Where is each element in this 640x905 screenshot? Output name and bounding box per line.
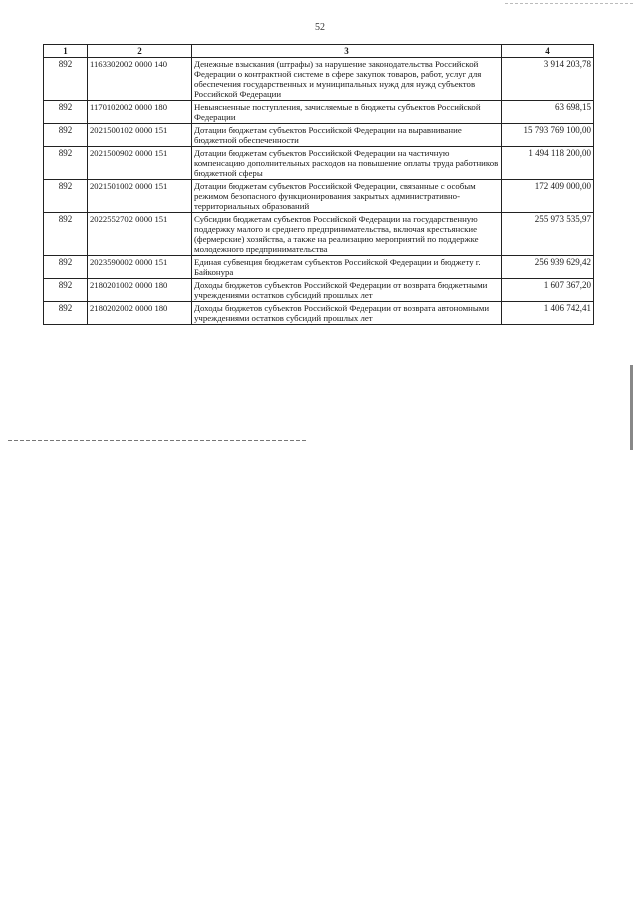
amount-cell: 172 409 000,00 — [502, 180, 594, 213]
table-row — [44, 302, 594, 325]
amount-cell: 1 494 118 200,00 — [502, 147, 594, 180]
admin-code-cell: 892 — [44, 180, 88, 213]
amount-cell: 15 793 769 100,00 — [502, 124, 594, 147]
amount-cell: 256 939 629,42 — [502, 256, 594, 279]
scan-artifact-left — [8, 440, 308, 441]
table-header-row — [44, 45, 594, 58]
revenue-table — [43, 44, 594, 325]
revenue-name-cell: Доходы бюджетов субъектов Российской Федерации от возврата автономными учреждениями остатков субсидий прошлых лет — [192, 302, 502, 325]
amount-cell: 1 607 367,20 — [502, 279, 594, 302]
page-number: 52 — [315, 22, 325, 33]
budget-code-cell: 2021501002 0000 151 — [88, 180, 192, 213]
table-row — [44, 256, 594, 279]
revenue-name-cell: Доходы бюджетов субъектов Российской Федерации от возврата бюджетными учреждениями остатков субсидий прошлых лет — [192, 279, 502, 302]
amount-cell: 63 698,15 — [502, 101, 594, 124]
revenue-name-cell: Дотации бюджетам субъектов Российской Федерации на выравнивание бюджетной обеспеченности — [192, 124, 502, 147]
scan-artifact-right — [630, 365, 633, 450]
revenue-name-cell: Невыясненные поступления, зачисляемые в бюджеты субъектов Российской Федерации — [192, 101, 502, 124]
table-row — [44, 58, 594, 101]
table-row — [44, 279, 594, 302]
admin-code-cell: 892 — [44, 101, 88, 124]
admin-code-cell: 892 — [44, 279, 88, 302]
revenue-name-cell: Единая субвенция бюджетам субъектов Российской Федерации и бюджету г. Байконура — [192, 256, 502, 279]
table-row — [44, 180, 594, 213]
admin-code-cell: 892 — [44, 213, 88, 256]
amount-cell: 255 973 535,97 — [502, 213, 594, 256]
header-col-1: 1 — [44, 45, 88, 58]
amount-cell: 3 914 203,78 — [502, 58, 594, 101]
table-row — [44, 147, 594, 180]
revenue-name-cell: Денежные взыскания (штрафы) за нарушение законодательства Российской Федерации о контрактной системе в сфере закупок товаров, работ, услуг для обеспечения государственных и муниципальных нужд для нужд субъектов Российской Федерации — [192, 58, 502, 101]
budget-code-cell: 2021500102 0000 151 — [88, 124, 192, 147]
revenue-name-cell: Дотации бюджетам субъектов Российской Федерации, связанные с особым режимом безопасного функционирования закрытых административно-территориальных образований — [192, 180, 502, 213]
amount-cell: 1 406 742,41 — [502, 302, 594, 325]
header-col-2: 2 — [88, 45, 192, 58]
header-col-3: 3 — [192, 45, 502, 58]
budget-code-cell: 2021500902 0000 151 — [88, 147, 192, 180]
table-row — [44, 213, 594, 256]
admin-code-cell: 892 — [44, 58, 88, 101]
budget-code-cell: 2180201002 0000 180 — [88, 279, 192, 302]
table-row — [44, 101, 594, 124]
table-row — [44, 124, 594, 147]
revenue-name-cell: Субсидии бюджетам субъектов Российской Федерации на государственную поддержку малого и среднего предпринимательства, включая крестьянские (фермерские) хозяйства, а также на реализацию мероприятий по поддержке молодежного предпринимательства — [192, 213, 502, 256]
admin-code-cell: 892 — [44, 256, 88, 279]
header-col-4: 4 — [502, 45, 594, 58]
admin-code-cell: 892 — [44, 124, 88, 147]
scan-artifact-top — [505, 3, 635, 4]
budget-code-cell: 2023590002 0000 151 — [88, 256, 192, 279]
revenue-name-cell: Дотации бюджетам субъектов Российской Федерации на частичную компенсацию дополнительных расходов на повышение оплаты труда работников бюджетной сферы — [192, 147, 502, 180]
budget-code-cell: 2180202002 0000 180 — [88, 302, 192, 325]
budget-code-cell: 1170102002 0000 180 — [88, 101, 192, 124]
admin-code-cell: 892 — [44, 302, 88, 325]
admin-code-cell: 892 — [44, 147, 88, 180]
budget-code-cell: 2022552702 0000 151 — [88, 213, 192, 256]
budget-code-cell: 1163302002 0000 140 — [88, 58, 192, 101]
